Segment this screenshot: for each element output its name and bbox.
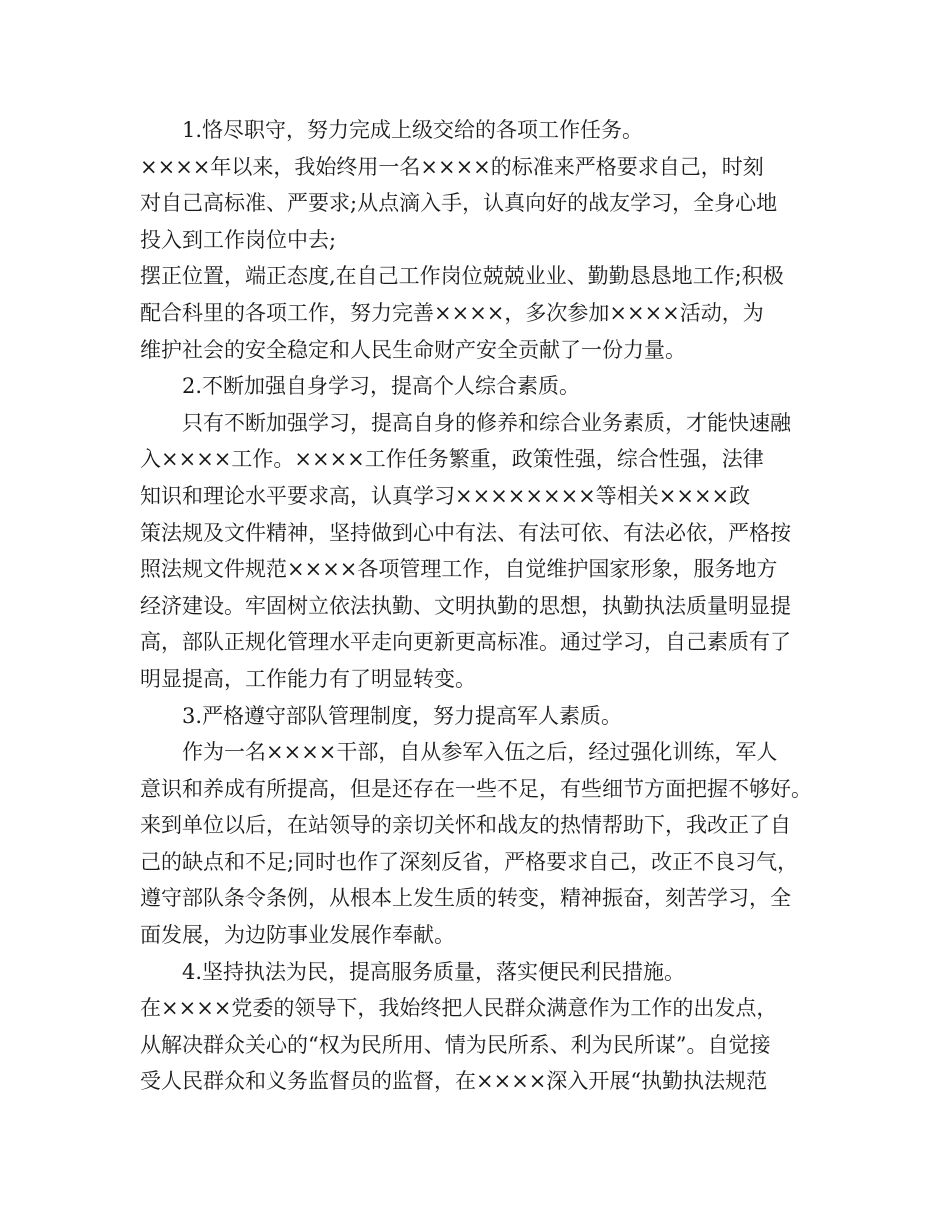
section-heading-4: 4.坚持执法为民，提高服务质量，落实便民利民措施。	[182, 959, 686, 984]
paragraph-line: 策法规及文件精神，坚持做到心中有法、有法可依、有法必依，严格按	[140, 520, 791, 545]
paragraph-line: 知识和理论水平要求高，认真学习××××××××等相关××××政	[140, 483, 751, 508]
section-heading-1: 1.恪尽职守，努力完成上级交给的各项工作任务。	[182, 118, 644, 142]
paragraph-line: 配合科里的各项工作，努力完善××××，多次参加××××活动，为	[140, 300, 764, 325]
document-page	[140, 112, 830, 1100]
paragraph-line: 对自己高标准、严要求;从点滴入手，认真向好的战友学习，全身心地	[140, 191, 778, 216]
paragraph-line: ××××年以来，我始终用一名××××的标准来严格要求自己，时刻	[140, 154, 764, 179]
paragraph-line: 在××××党委的领导下，我始终把人民群众满意作为工作的出发点，	[140, 996, 778, 1021]
paragraph-line: 维护社会的安全稳定和人民生命财产安全贡献了一份力量。	[140, 337, 686, 362]
paragraph-line: 来到单位以后，在站领导的亲切关怀和战友的热情帮助下，我改正了自	[140, 813, 791, 838]
paragraph-line: 照法规文件规范××××各项管理工作，自觉维护国家形象，服务地方	[140, 557, 778, 582]
paragraph-line: 从解决群众关心的“权为民所用、情为民所系、利为民所谋”。自觉接	[140, 1032, 771, 1057]
paragraph-line: 作为一名××××干部，自从参军入伍之后，经过强化训练，军人	[182, 740, 778, 765]
paragraph-line: 己的缺点和不足;同时也作了深刻反省，严格要求自己，改正不良习气，	[140, 849, 799, 874]
paragraph-line: 面发展，为边防事业发展作奉献。	[140, 923, 455, 948]
section-heading-3: 3.严格遵守部队管理制度，努力提高军人素质。	[182, 703, 623, 728]
paragraph-line: 受人民群众和义务监督员的监督，在××××深入开展“执勤执法规范	[140, 1069, 768, 1094]
paragraph-line: 只有不断加强学习，提高自身的修养和综合业务素质，才能快速融	[182, 410, 791, 435]
paragraph-line: 高，部队正规化管理水平走向更新更高标准。通过学习，自己素质有了	[140, 630, 791, 655]
paragraph-line: 摆正位置，端正态度,在自己工作岗位兢兢业业、勤勤恳恳地工作;积极	[140, 264, 784, 289]
paragraph-line: 经济建设。牢固树立依法执勤、文明执勤的思想，执勤执法质量明显提	[140, 593, 791, 618]
paragraph-line: 入××××工作。××××工作任务繁重，政策性强，综合性强，法律	[140, 447, 764, 472]
paragraph-line: 投入到工作岗位中去;	[140, 227, 337, 252]
paragraph-line: 意识和养成有所提高，但是还存在一些不足，有些细节方面把握不够好。	[140, 776, 812, 801]
section-heading-2: 2.不断加强自身学习，提高个人综合素质。	[182, 374, 581, 399]
paragraph-line: 遵守部队条令条例，从根本上发生质的转变，精神振奋，刻苦学习，全	[140, 886, 791, 911]
paragraph-line: 明显提高，工作能力有了明显转变。	[140, 666, 476, 691]
